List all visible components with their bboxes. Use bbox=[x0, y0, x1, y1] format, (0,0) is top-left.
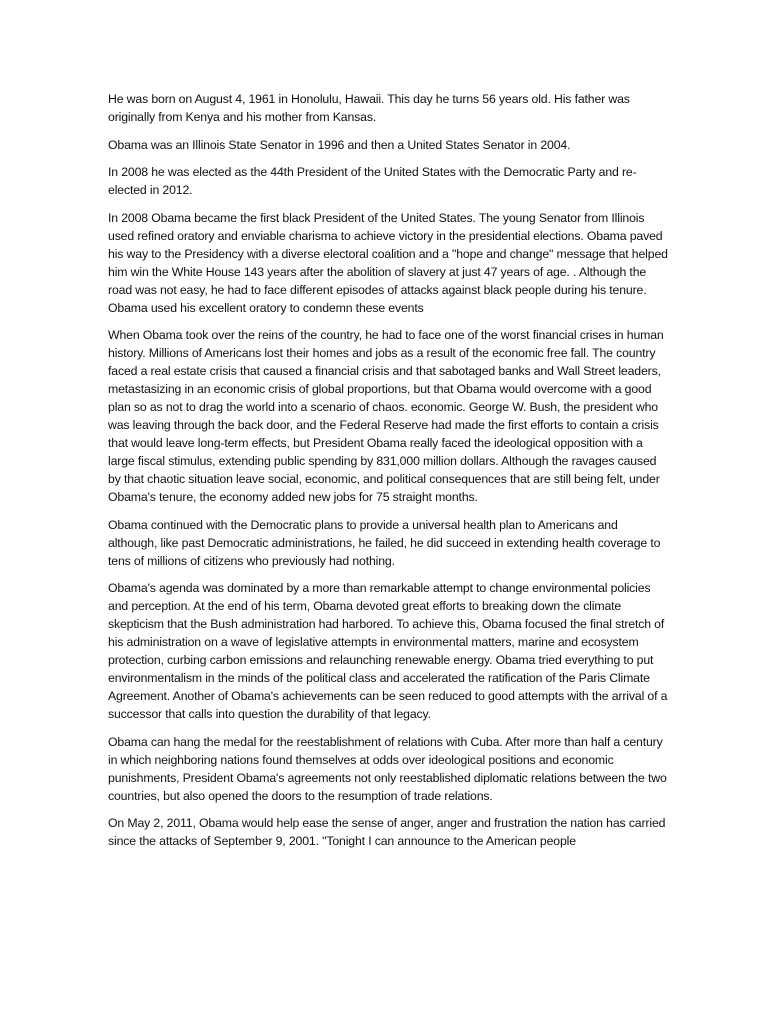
document-body bbox=[108, 90, 668, 860]
paragraph-may-2011: On May 2, 2011, Obama would help ease the sense of anger, anger and frustration the nation has carried since the attacks of September 9, 2001. "Tonight I can announce to the American people bbox=[108, 816, 666, 848]
paragraph-financial-crisis: When Obama took over the reins of the country, he had to face one of the worst financial crises in human history. Millions of Americans lost their homes and jobs as a result of the economic free fall. The country faced a real estate crisis that caused a financial crisis and that sabotaged banks and Wall Street leaders, metastasizing in an economic crisis of global proportions, but that Obama would overcome with a good plan so as not to drag the world into a scenario of chaos. economic. George W. Bush, the president who was leaving through the back door, and the Federal Reserve had made the first efforts to contain a crisis that would leave long-term effects, but President Obama really faced the ideological opposition with a large fiscal stimulus, extending public spending by 831,000 million dollars. Although the ravages caused by that chaotic situation leave social, economic, and political consequences that are still being felt, under Obama's tenure, the economy added new jobs for 75 straight months. bbox=[108, 328, 664, 504]
paragraph-first-black-president: In 2008 Obama became the first black President of the United States. The young Senator from Illinois used refined oratory and enviable charisma to achieve victory in the presidential elections. Obama paved his way to the Presidency with a diverse electoral coalition and a "hope and change" message that helped him win the White House 143 years after the abolition of slavery at just 47 years of age. . Although the road was not easy, he had to face different episodes of attacks against black people during his tenure. Obama used his excellent oratory to condemn these events bbox=[108, 210, 668, 315]
paragraph-environment: Obama's agenda was dominated by a more than remarkable attempt to change environmental policies and perception. At the end of his term, Obama devoted great efforts to breaking down the climate skepticism that the Bush administration had harbored. To achieve this, Obama focused the final stretch of his administration on a wave of legislative attempts in environmental matters, marine and ecosystem protection, curbing carbon emissions and relaunching renewable energy. Obama tried everything to put environmentalism in the minds of the political class and accelerated the ratification of the Paris Climate Agreement. Another of Obama's achievements can be seen reduced to good attempts with the arrival of a successor that calls into question the durability of that legacy. bbox=[108, 581, 668, 721]
paragraph-cuba: Obama can hang the medal for the reestablishment of relations with Cuba. After more than half a century in which neighboring nations found themselves at odds over ideological positions and economic punishments, President Obama's agreements not only reestablished diplomatic relations between the two countries, but also opened the doors to the resumption of trade relations. bbox=[108, 734, 667, 803]
paragraph-health-plan: Obama continued with the Democratic plans to provide a universal health plan to Americans and although, like past Democratic administrations, he failed, he did succeed in extending health coverage to tens of millions of citizens who previously had nothing. bbox=[108, 517, 661, 568]
paragraph-birth: He was born on August 4, 1961 in Honolulu, Hawaii. This day he turns 56 years old. His father was originally from Kenya and his mother from Kansas. bbox=[108, 92, 630, 124]
paragraph-election: In 2008 he was elected as the 44th President of the United States with the Democratic Party and re-elected in 2012. bbox=[108, 165, 637, 197]
paragraph-senator: Obama was an Illinois State Senator in 1996 and then a United States Senator in 2004. bbox=[108, 137, 571, 152]
